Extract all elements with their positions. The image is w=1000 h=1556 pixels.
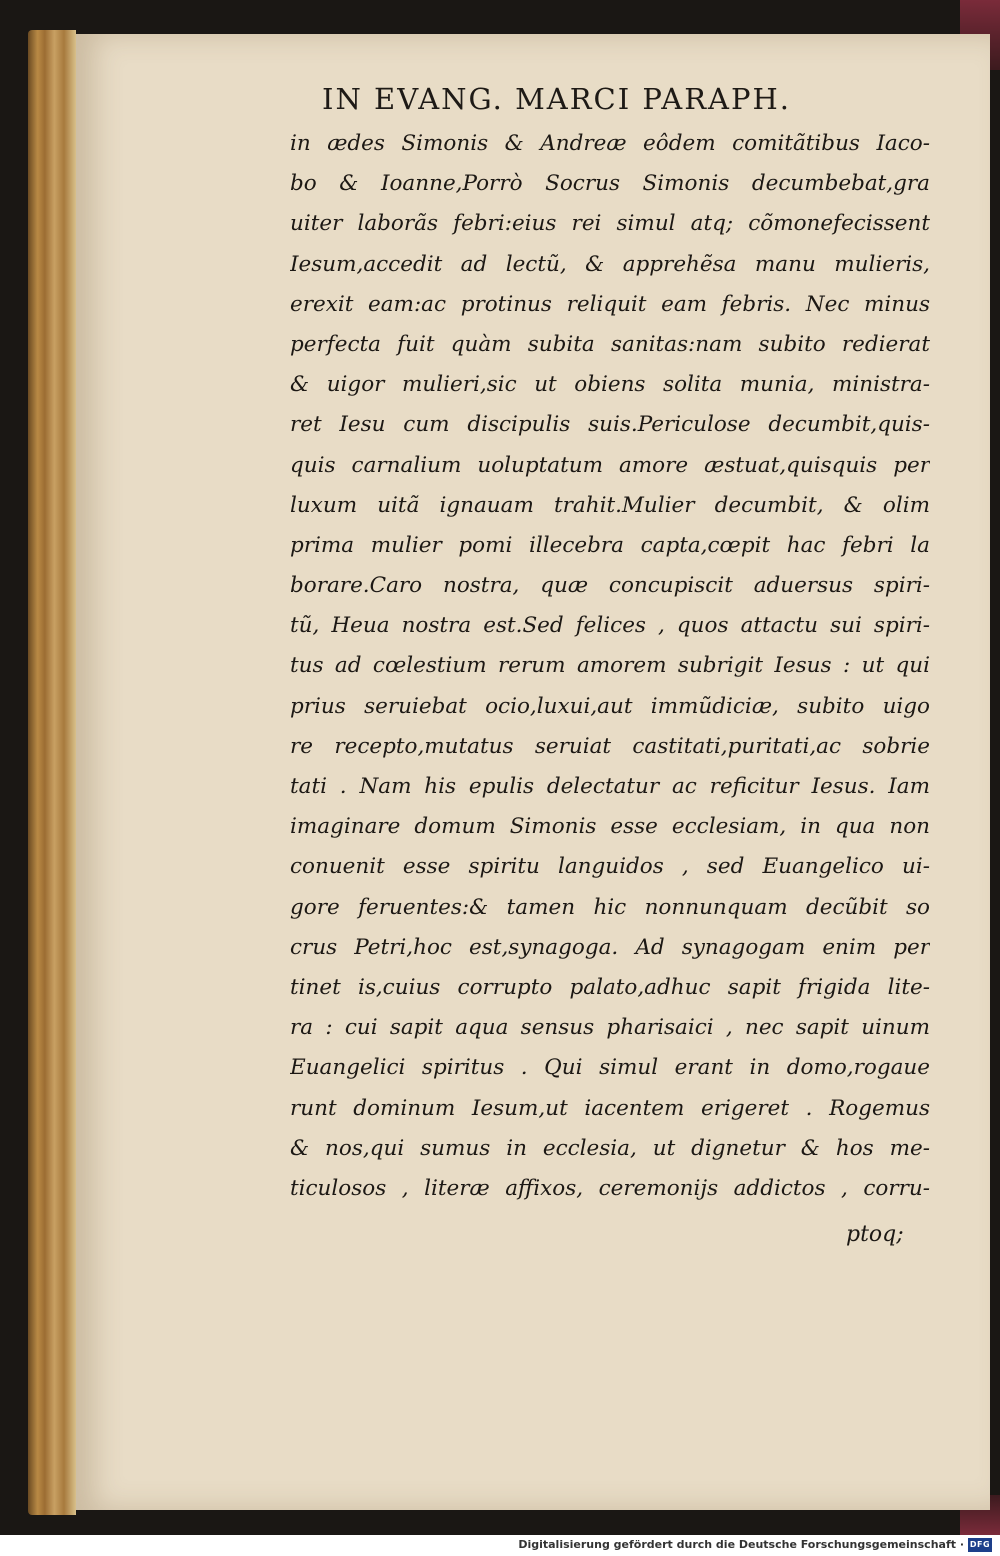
text-line: erexit eam:ac protinus reliquit eam febris. Nec minus <box>290 291 930 317</box>
text-line: borare.Caro nostra, quæ concupiscit aduersus spiri- <box>290 573 930 599</box>
text-line: & nos,qui sumus in ecclesia, ut dignetur & hos me- <box>290 1135 930 1161</box>
book-page-edges <box>28 30 76 1515</box>
text-line: prius seruiebat ocio,luxui,aut immũdiciæ, subito uigo <box>290 693 930 719</box>
text-line: crus Petri,hoc est,synagoga. Ad synagogam enim per <box>290 934 930 960</box>
dfg-logo-icon: DFG <box>968 1538 992 1552</box>
text-line: perfecta fuit quàm subita sanitas:nam subito redierat <box>290 331 930 357</box>
text-line: tus ad cœlestium rerum amorem subrigit Iesus : ut qui <box>290 653 930 679</box>
text-line: imaginare domum Simonis esse ecclesiam, in qua non <box>290 814 930 840</box>
catchword: ptoq; <box>846 1222 904 1247</box>
text-line: & uigor mulieri,sic ut obiens solita munia, ministra- <box>290 372 930 398</box>
text-line: tati . Nam his epulis delectatur ac reficitur Iesus. Iam <box>290 774 930 799</box>
running-header: IN EVANG. MARCI PARAPH. <box>322 82 792 116</box>
text-line: Euangelici spiritus . Qui simul erant in domo,rogaue <box>290 1055 930 1081</box>
body-text <box>290 124 930 1209</box>
text-line: luxum uitã ignauam trahit.Mulier decumbit, & olim <box>290 492 930 518</box>
text-line: uiter laborãs febri:eius rei simul atq; cõmonefecissent <box>290 211 930 237</box>
text-line: conuenit esse spiritu languidos , sed Euangelico ui- <box>290 854 930 880</box>
text-line: tũ, Heua nostra est.Sed felices , quos attactu sui spiri- <box>290 613 930 639</box>
funding-credit: Digitalisierung gefördert durch die Deutsche Forschungsgemeinschaft · <box>518 1538 964 1551</box>
text-line: Iesum,accedit ad lectũ, & apprehẽsa manu mulieris, <box>290 251 930 277</box>
text-line: prima mulier pomi illecebra capta,cœpit hac febri la <box>290 532 930 558</box>
text-line: bo & Ioanne,Porrò Socrus Simonis decumbebat,gra <box>290 171 930 197</box>
text-line: ret Iesu cum discipulis suis.Periculose decumbit,quis- <box>290 412 930 438</box>
text-line: runt dominum Iesum,ut iacentem erigeret . Rogemus <box>290 1095 930 1121</box>
text-line: re recepto,mutatus seruiat castitati,puritati,ac sobrie <box>290 733 930 759</box>
text-line: in ædes Simonis & Andreæ eôdem comitãtibus Iaco- <box>290 131 930 156</box>
text-line: ticulosos , literæ affixos, ceremonijs addictos , corru- <box>290 1175 930 1201</box>
footer-bar <box>0 1535 1000 1556</box>
text-line: ra : cui sapit aqua sensus pharisaici , nec sapit uinum <box>290 1015 930 1041</box>
text-line: tinet is,cuius corrupto palato,adhuc sapit frigida lite- <box>290 974 930 1000</box>
text-line: gore feruentes:& tamen hic nonnunquam decũbit so <box>290 894 930 920</box>
text-line: quis carnalium uoluptatum amore æstuat,quisquis per <box>290 452 930 478</box>
